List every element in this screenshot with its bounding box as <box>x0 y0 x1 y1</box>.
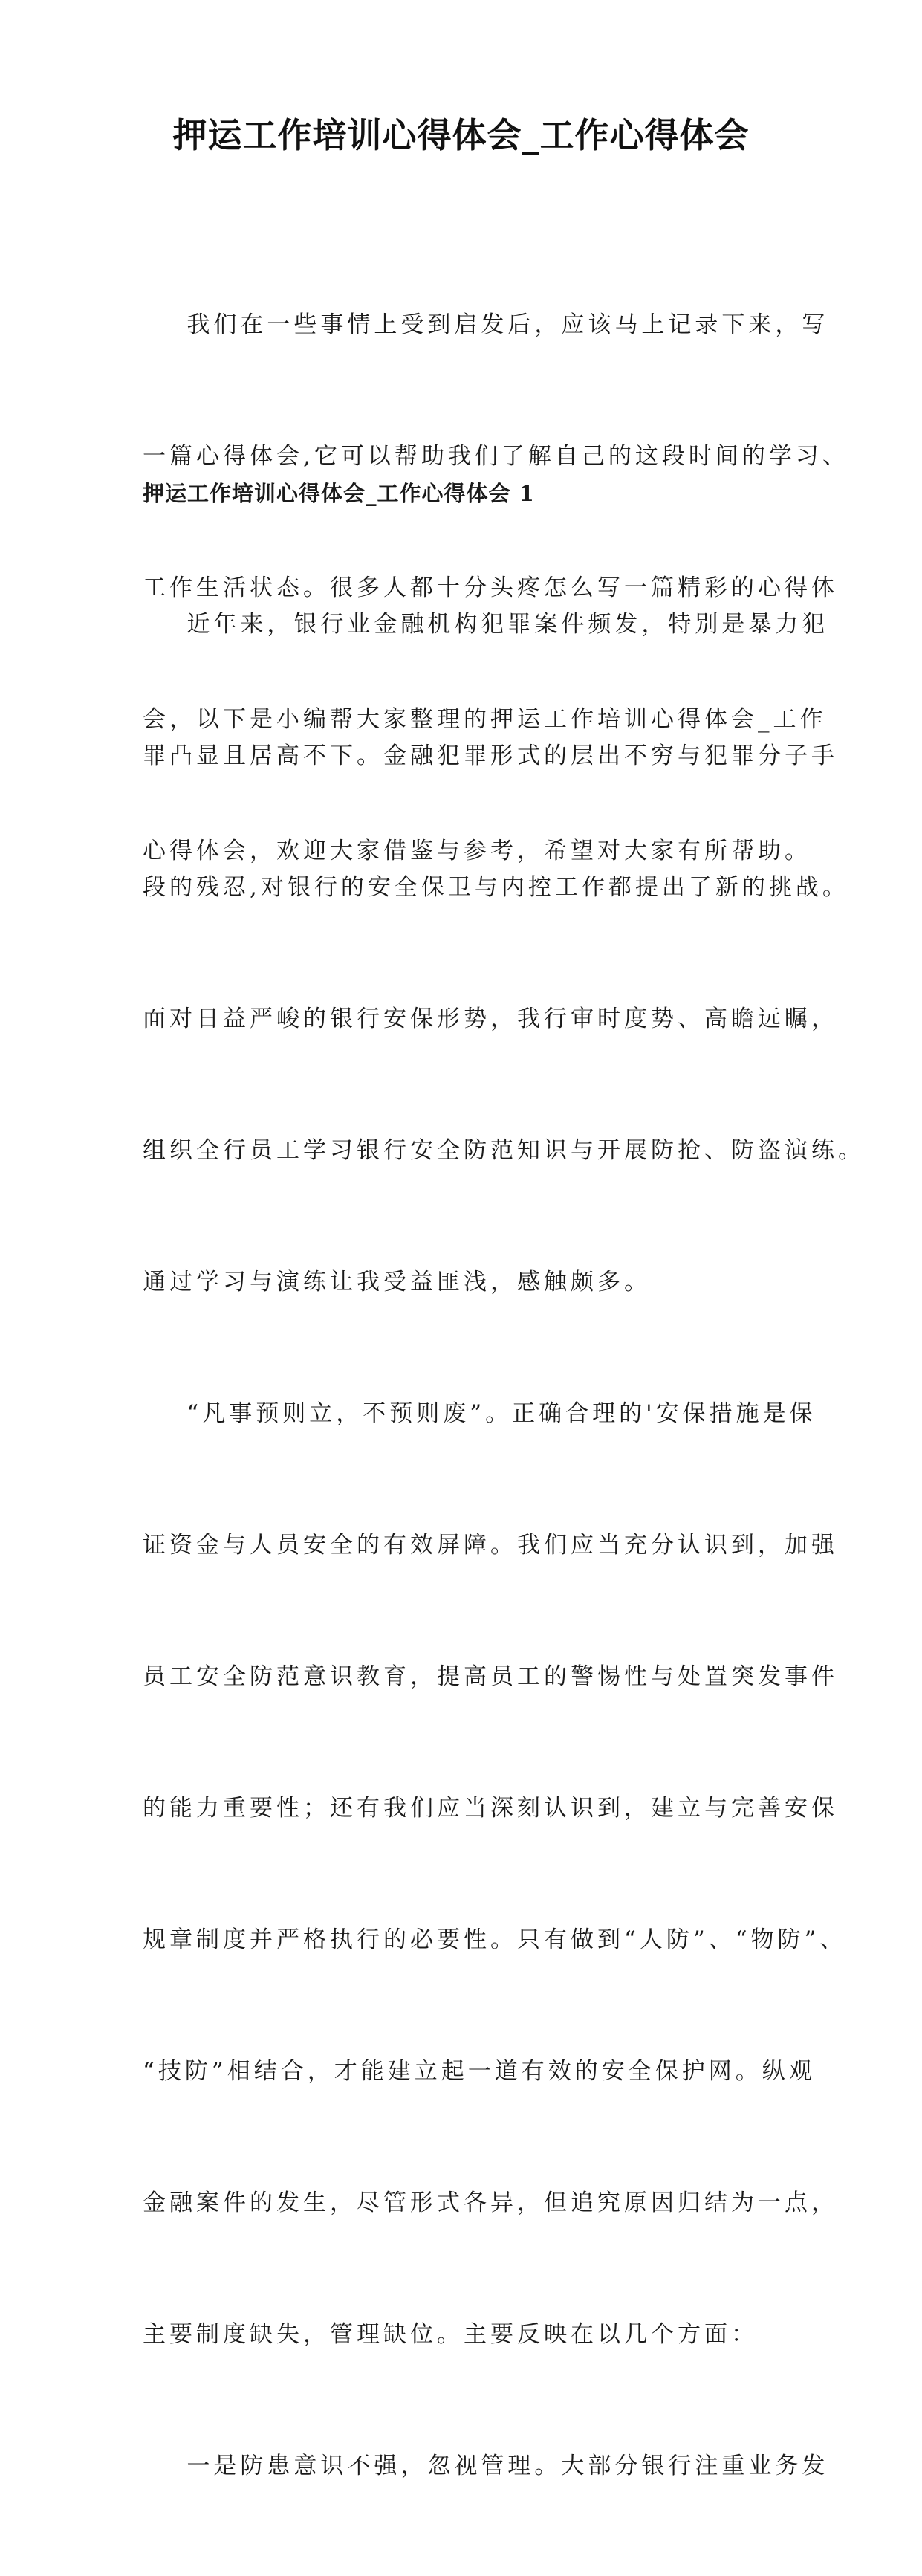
text-line: 近年来，银行业金融机构犯罪案件频发，特别是暴力犯 <box>143 611 829 638</box>
text-line: 主要制度缺失，管理缺位。主要反映在以几个方面： <box>143 2321 758 2348</box>
text-line: 组织全行员工学习银行安全防范知识与开展防抢、防盗演练。 <box>143 1137 865 1164</box>
text-line: “技防”相结合，才能建立起一道有效的安全保护网。纵观 <box>143 2058 816 2085</box>
text-line: 通过学习与演练让我受益匪浅，感触颇多。 <box>143 1269 651 1295</box>
text-line: 我们在一些事情上受到启发后，应该马上记录下来，写 <box>143 311 829 338</box>
text-line: 工作生活状态。很多人都十分头疼怎么写一篇精彩的心得体 <box>143 575 838 601</box>
text-line: 心得体会，欢迎大家借鉴与参考，希望对大家有所帮助。 <box>143 838 811 864</box>
text-line: 面对日益严峻的银行安保形势，我行审时度势、高瞻远瞩， <box>143 1006 838 1032</box>
section-heading: 押运工作培训心得体会_工作心得体会 1 <box>143 481 535 506</box>
section-body <box>143 515 865 2576</box>
text-line: “凡事预则立，不预则废”。正确合理的'安保措施是保 <box>143 1400 817 1427</box>
text-line: 员工安全防范意识教育，提高员工的警惕性与处置突发事件 <box>143 1663 838 1690</box>
text-line: 会，以下是小编帮大家整理的押运工作培训心得体会_工作 <box>143 706 827 733</box>
text-line: 规章制度并严格执行的必要性。只有做到“人防”、“物防”、 <box>143 1926 847 1953</box>
text-line: 的能力重要性；还有我们应当深刻认识到，建立与完善安保 <box>143 1795 838 1822</box>
text-line: 证资金与人员安全的有效屏障。我们应当充分认识到，加强 <box>143 1532 838 1559</box>
text-line: 一是防患意识不强，忽视管理。大部分银行注重业务发 <box>143 2453 829 2479</box>
text-line: 一篇心得体会,它可以帮助我们了解自己的这段时间的学习、 <box>143 443 849 470</box>
text-line: 罪凸显且居高不下。金融犯罪形式的层出不穷与犯罪分子手 <box>143 742 838 769</box>
text-line: 段的残忍,对银行的安全保卫与内控工作都提出了新的挑战。 <box>143 874 849 901</box>
document-title: 押运工作培训心得体会_工作心得体会 <box>172 115 750 155</box>
text-line: 金融案件的发生，尽管形式各异，但追究原因归结为一点， <box>143 2190 838 2216</box>
